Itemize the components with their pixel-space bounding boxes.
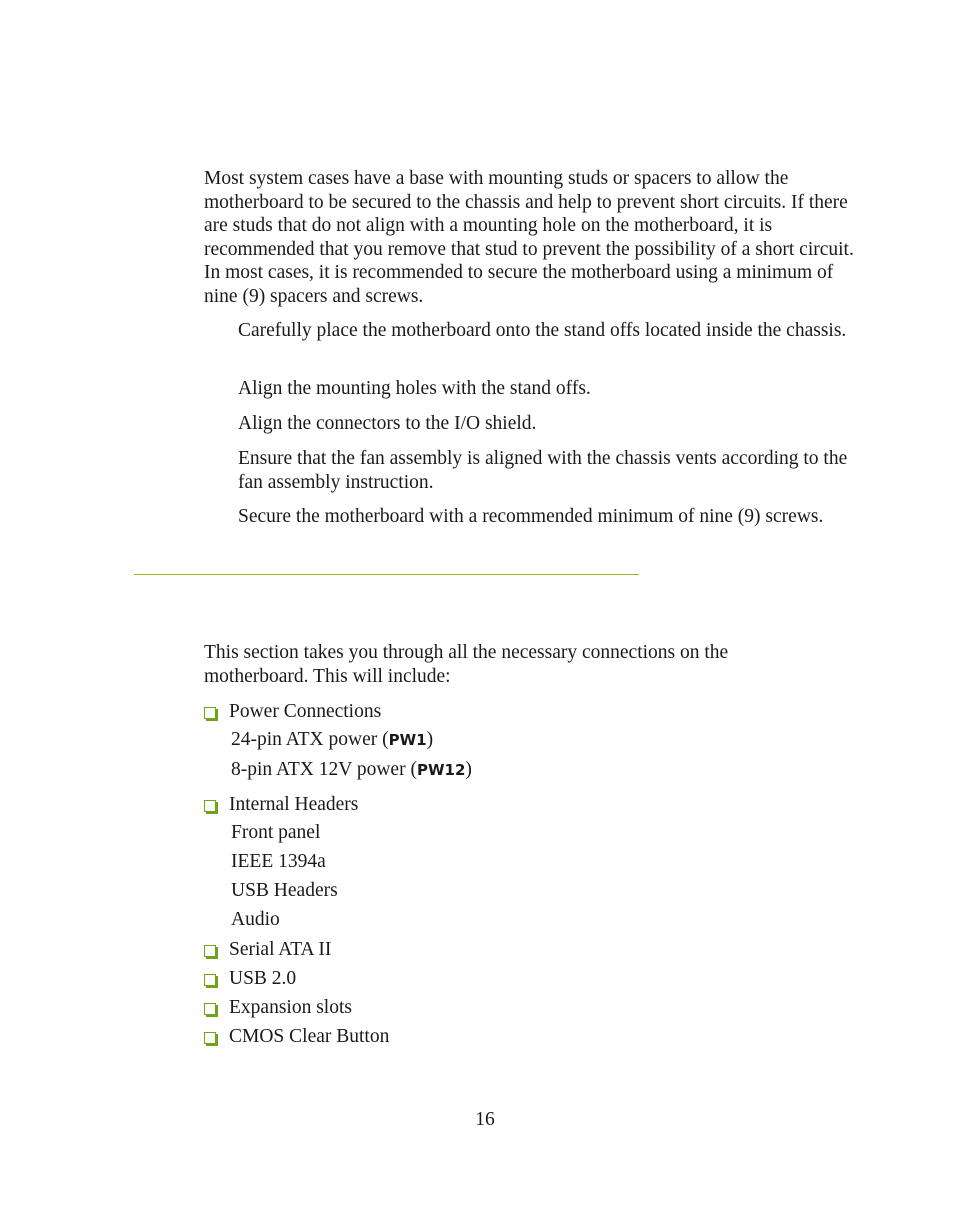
intro-paragraph: Most system cases have a base with mounting studs or spacers to allow the motherboard to be secured to the chassis and help to prevent short circuits. If there are studs that do not align with a mounting hole on the motherboard, it is recommended that you remove that stud to prevent the possibility of a short circuit. In most cases, it is recommended to secure the motherboard using a minimum of nine (9) spacers and screws. [204, 168, 854, 307]
connector-code-pw12: PW12 [416, 761, 466, 779]
checkbox-bullet-icon [204, 1032, 216, 1044]
checkbox-bullet-icon [204, 945, 216, 957]
step-fan-assembly: Ensure that the fan assembly is aligned with the chassis vents according to the fan assembly instruction. [238, 448, 848, 493]
list-item-cmos-clear: CMOS Clear Button [204, 1025, 389, 1049]
list-item-atx24: 24-pin ATX power (PW1) [231, 729, 434, 750]
checkbox-bullet-icon [204, 1003, 216, 1015]
checkbox-bullet-icon [204, 800, 216, 812]
list-item-usb-headers: USB Headers [231, 880, 338, 901]
section-divider [134, 574, 639, 575]
step-secure-screws: Secure the motherboard with a recommended minimum of nine (9) screws. [238, 506, 824, 527]
step-place-motherboard: Carefully place the motherboard onto the stand offs located inside the chassis. [238, 320, 847, 341]
step-align-holes: Align the mounting holes with the stand offs. [238, 378, 591, 399]
list-item-ieee-1394a: IEEE 1394a [231, 851, 326, 872]
internal-headers-label: Internal Headers [229, 794, 359, 816]
checkbox-bullet-icon [204, 974, 216, 986]
list-item-front-panel: Front panel [231, 822, 321, 843]
list-item-atx8: 8-pin ATX 12V power (PW12) [231, 759, 472, 780]
list-item-internal-headers [204, 793, 358, 817]
section-intro-paragraph: This section takes you through all the necessary connections on the motherboard. This will include: [204, 642, 729, 687]
page-number: 16 [475, 1109, 495, 1130]
list-item-power-connections [204, 700, 381, 724]
list-item-expansion-slots: Expansion slots [204, 996, 352, 1020]
connector-code-pw1: PW1 [388, 731, 427, 749]
power-connections-label: Power Connections [229, 701, 382, 723]
step-align-connectors: Align the connectors to the I/O shield. [238, 413, 537, 434]
list-item-usb-20: USB 2.0 [204, 967, 296, 991]
checkbox-bullet-icon [204, 707, 216, 719]
list-item-audio: Audio [231, 909, 280, 930]
list-item-serial-ata: Serial ATA II [204, 938, 331, 962]
